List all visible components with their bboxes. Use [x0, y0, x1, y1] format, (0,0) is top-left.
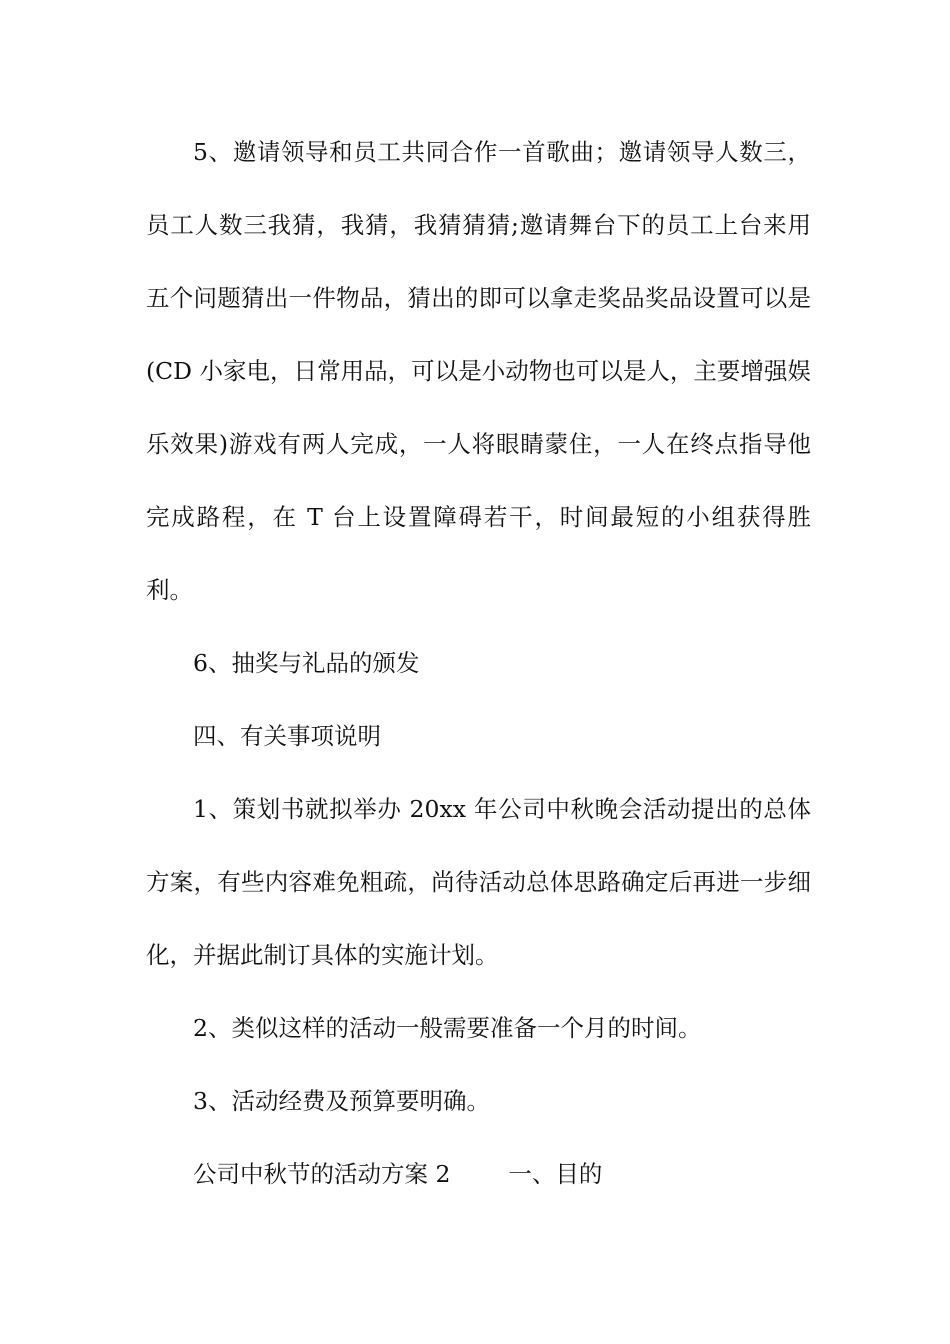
- document-body: [146, 116, 811, 1211]
- plan-title: 公司中秋节的活动方案 2: [193, 1160, 451, 1188]
- paragraph-item-6: 6、抽奖与礼品的颁发: [193, 649, 420, 677]
- plan-heading-line: [146, 1138, 811, 1211]
- section-heading-1: 一、目的: [508, 1160, 603, 1188]
- note-item-1: 1、策划书就拟举办 20xx 年公司中秋晚会活动提出的总体方案，有些内容难免粗疏，尚待活动总体思路确定后再进一步细化，并据此制订具体的实施计划。: [146, 795, 811, 969]
- paragraph-item-5: 5、邀请领导和员工共同合作一首歌曲；邀请领导人数三，员工人数三我猜，我猜，我猜猜猜;邀请舞台下的员工上台来用五个问题猜出一件物品，猜出的即可以拿走奖品奖品设置可以是(CD 小家电，日常用品，可以是小动物也可以是人，主要增强娱乐效果)游戏有两人完成，一人将眼睛蒙住，一人在终点指导他完成路程，在 T 台上设置障碍若干，时间最短的小组获得胜利。: [146, 138, 811, 604]
- note-item-3: 3、活动经费及预算要明确。: [193, 1087, 490, 1115]
- note-item-2: 2、类似这样的活动一般需要准备一个月的时间。: [193, 1014, 702, 1042]
- section-heading-4: 四、有关事项说明: [193, 722, 381, 750]
